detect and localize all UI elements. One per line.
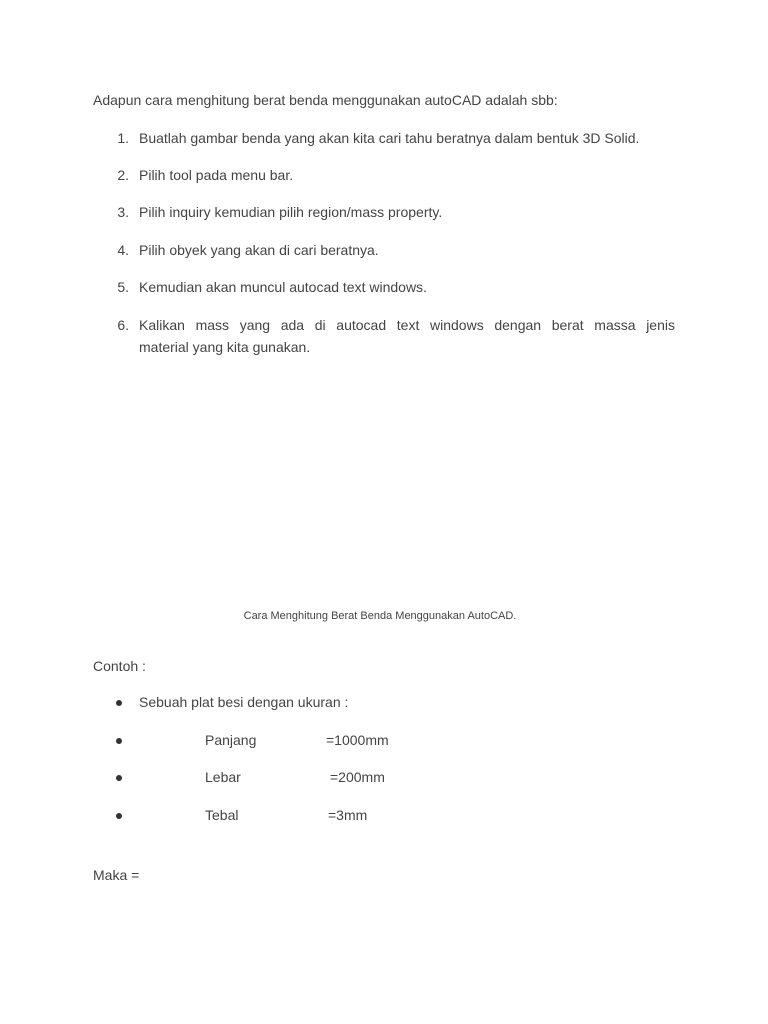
step-number: 3.	[117, 204, 129, 220]
dimension-label: Lebar	[205, 769, 241, 785]
step-text: Kemudian akan muncul autocad text windows.	[139, 279, 427, 295]
step-text: Pilih tool pada menu bar.	[139, 167, 294, 183]
dimension-label: Tebal	[205, 807, 239, 823]
bullet-icon	[116, 813, 122, 819]
dimension-value: =200mm	[330, 769, 385, 785]
step-text-line-1: Kalikan mass yang ada di autocad text windows dengan berat massa jenis	[139, 317, 675, 333]
dimension-value: =1000mm	[326, 732, 389, 748]
step-number: 4.	[117, 242, 129, 258]
dimension-value: =3mm	[328, 807, 368, 823]
step-text: Buatlah gambar benda yang akan kita cari tahu beratnya dalam bentuk 3D Solid.	[139, 130, 640, 146]
step-number: 6.	[117, 317, 129, 333]
example-label: Contoh :	[93, 658, 146, 674]
intro-paragraph: Adapun cara menghitung berat benda menggunakan autoCAD adalah sbb:	[93, 92, 558, 108]
dimension-label: Panjang	[205, 732, 257, 748]
step-text-line-2: material yang kita gunakan.	[139, 339, 311, 355]
step-text: Pilih inquiry kemudian pilih region/mass property.	[139, 204, 443, 220]
bullet-icon	[116, 775, 122, 781]
step-number: 2.	[117, 167, 129, 183]
figure-caption: Cara Menghitung Berat Benda Menggunakan AutoCAD.	[243, 610, 517, 622]
result-label: Maka =	[93, 867, 140, 883]
bullet-icon	[116, 700, 122, 706]
step-number: 5.	[117, 279, 129, 295]
bullet-icon	[116, 738, 122, 744]
step-text: Pilih obyek yang akan di cari beratnya.	[139, 242, 379, 258]
bullet-text: Sebuah plat besi dengan ukuran :	[139, 694, 349, 710]
step-number: 1.	[117, 130, 129, 146]
